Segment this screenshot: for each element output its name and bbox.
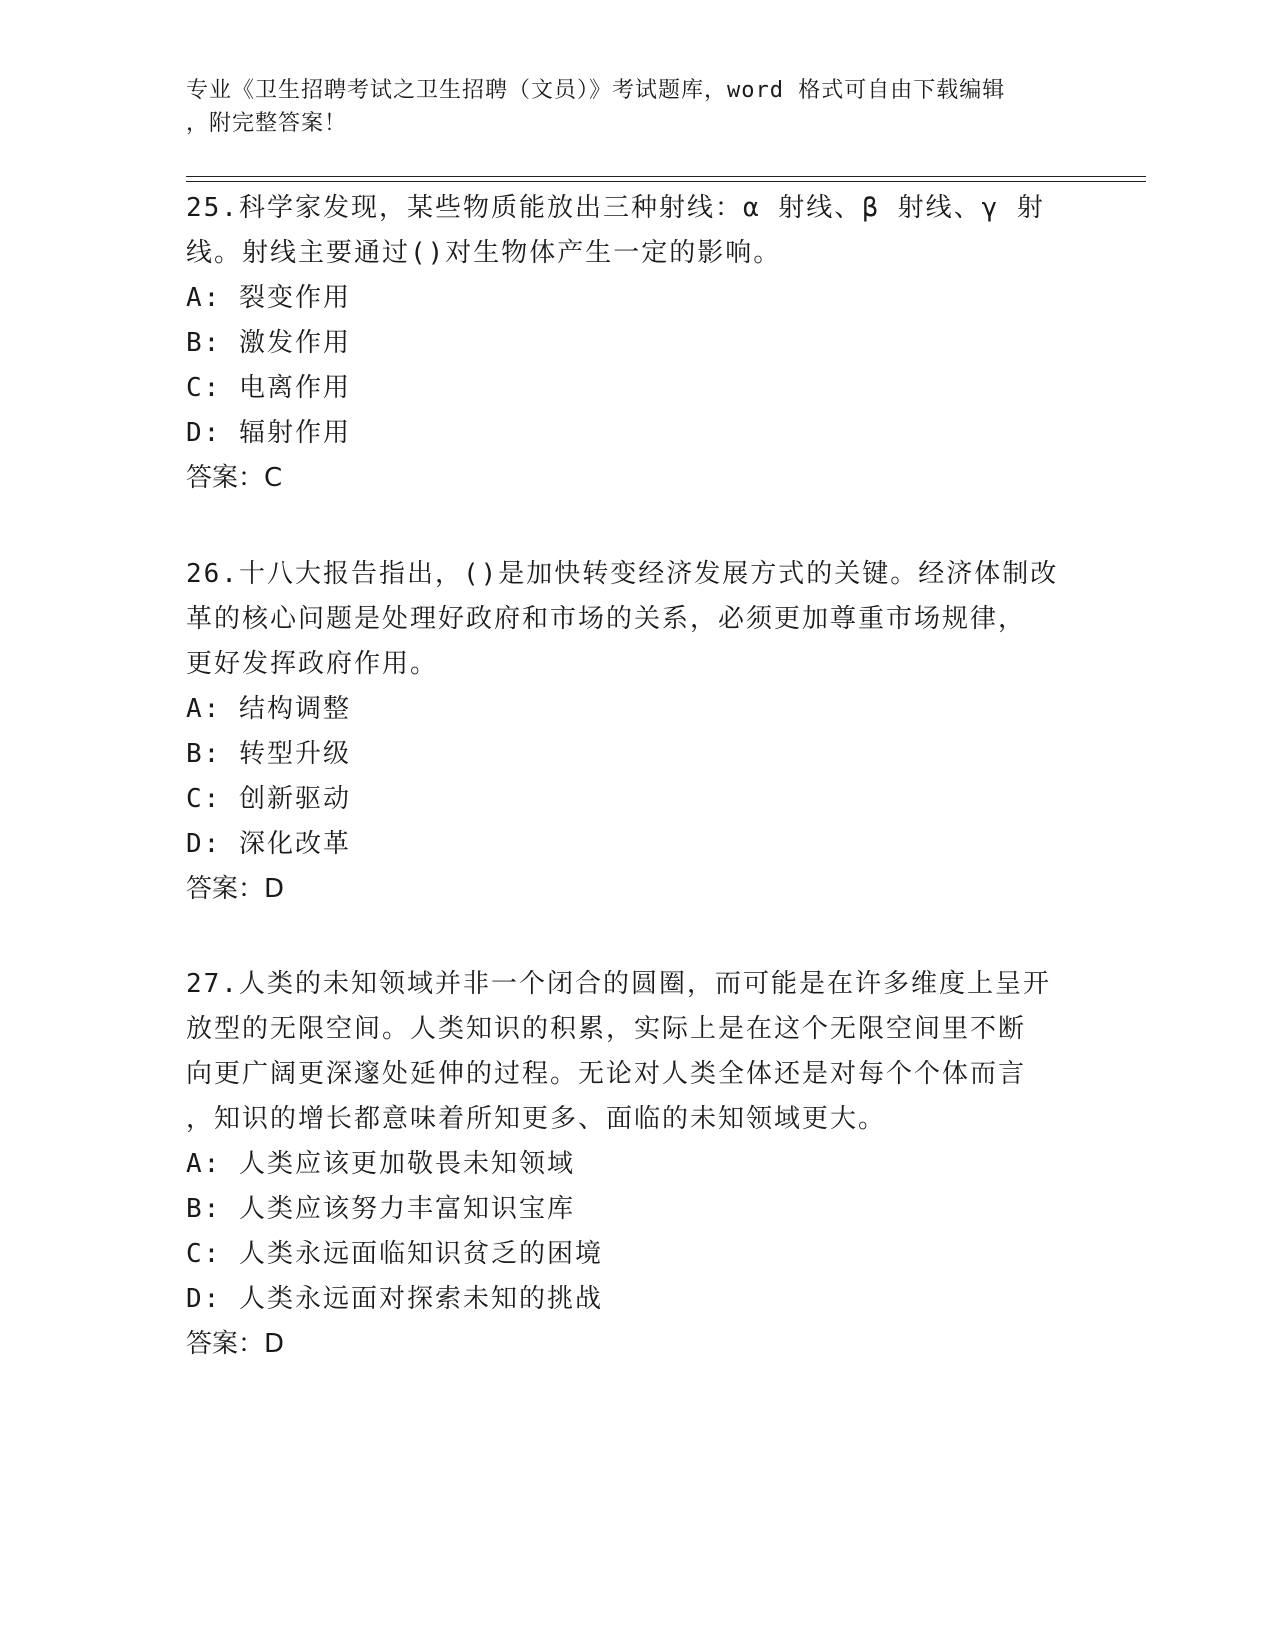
header-line-2: ，附完整答案！ (186, 111, 348, 136)
option-c: C: 创新驱动 (186, 784, 351, 814)
question-27 (186, 962, 1066, 1367)
option-a: A: 人类应该更加敬畏未知领域 (186, 1149, 575, 1179)
answer-label: 答案：C (186, 463, 283, 493)
option-d: D: 深化改革 (186, 829, 351, 859)
option-b: B: 转型升级 (186, 739, 351, 769)
answer-label: 答案：D (186, 1329, 285, 1359)
header-divider (186, 176, 1146, 177)
question-stem-line: 放型的无限空间。人类知识的积累，实际上是在这个无限空间里不断 (186, 1014, 1027, 1044)
question-stem-line: 25.科学家发现，某些物质能放出三种射线：α 射线、β 射线、γ 射 (186, 193, 1045, 223)
option-c: C: 电离作用 (186, 373, 351, 403)
answer-label: 答案：D (186, 874, 285, 904)
option-d: D: 辐射作用 (186, 418, 351, 448)
question-25 (186, 186, 1066, 501)
question-stem-line: 27.人类的未知领域并非一个闭合的圆圈，而可能是在许多维度上呈开 (186, 969, 1051, 999)
option-a: A: 结构调整 (186, 694, 351, 724)
header-line-1: 专业《卫生招聘考试之卫生招聘（文员）》考试题库，word 格式可自由下载编辑 (186, 78, 1006, 103)
question-stem-line: 线。射线主要通过()对生物体产生一定的影响。 (186, 238, 782, 268)
question-stem-line: 革的核心问题是处理好政府和市场的关系，必须更加尊重市场规律， (186, 604, 1027, 634)
question-26 (186, 552, 1066, 912)
document-header (186, 74, 1066, 140)
question-stem-line: 更好发挥政府作用。 (186, 649, 439, 679)
option-d: D: 人类永远面对探索未知的挑战 (186, 1284, 603, 1314)
option-b: B: 激发作用 (186, 328, 351, 358)
option-c: C: 人类永远面临知识贫乏的困境 (186, 1239, 603, 1269)
option-b: B: 人类应该努力丰富知识宝库 (186, 1194, 575, 1224)
question-stem-line: 向更广阔更深邃处延伸的过程。无论对人类全体还是对每个个体而言 (186, 1059, 1027, 1089)
option-a: A: 裂变作用 (186, 283, 351, 313)
question-stem-line: ，知识的增长都意味着所知更多、面临的未知领域更大。 (186, 1104, 887, 1134)
header-divider-second (186, 181, 1146, 182)
question-stem-line: 26.十八大报告指出，()是加快转变经济发展方式的关键。经济体制改 (186, 559, 1059, 589)
